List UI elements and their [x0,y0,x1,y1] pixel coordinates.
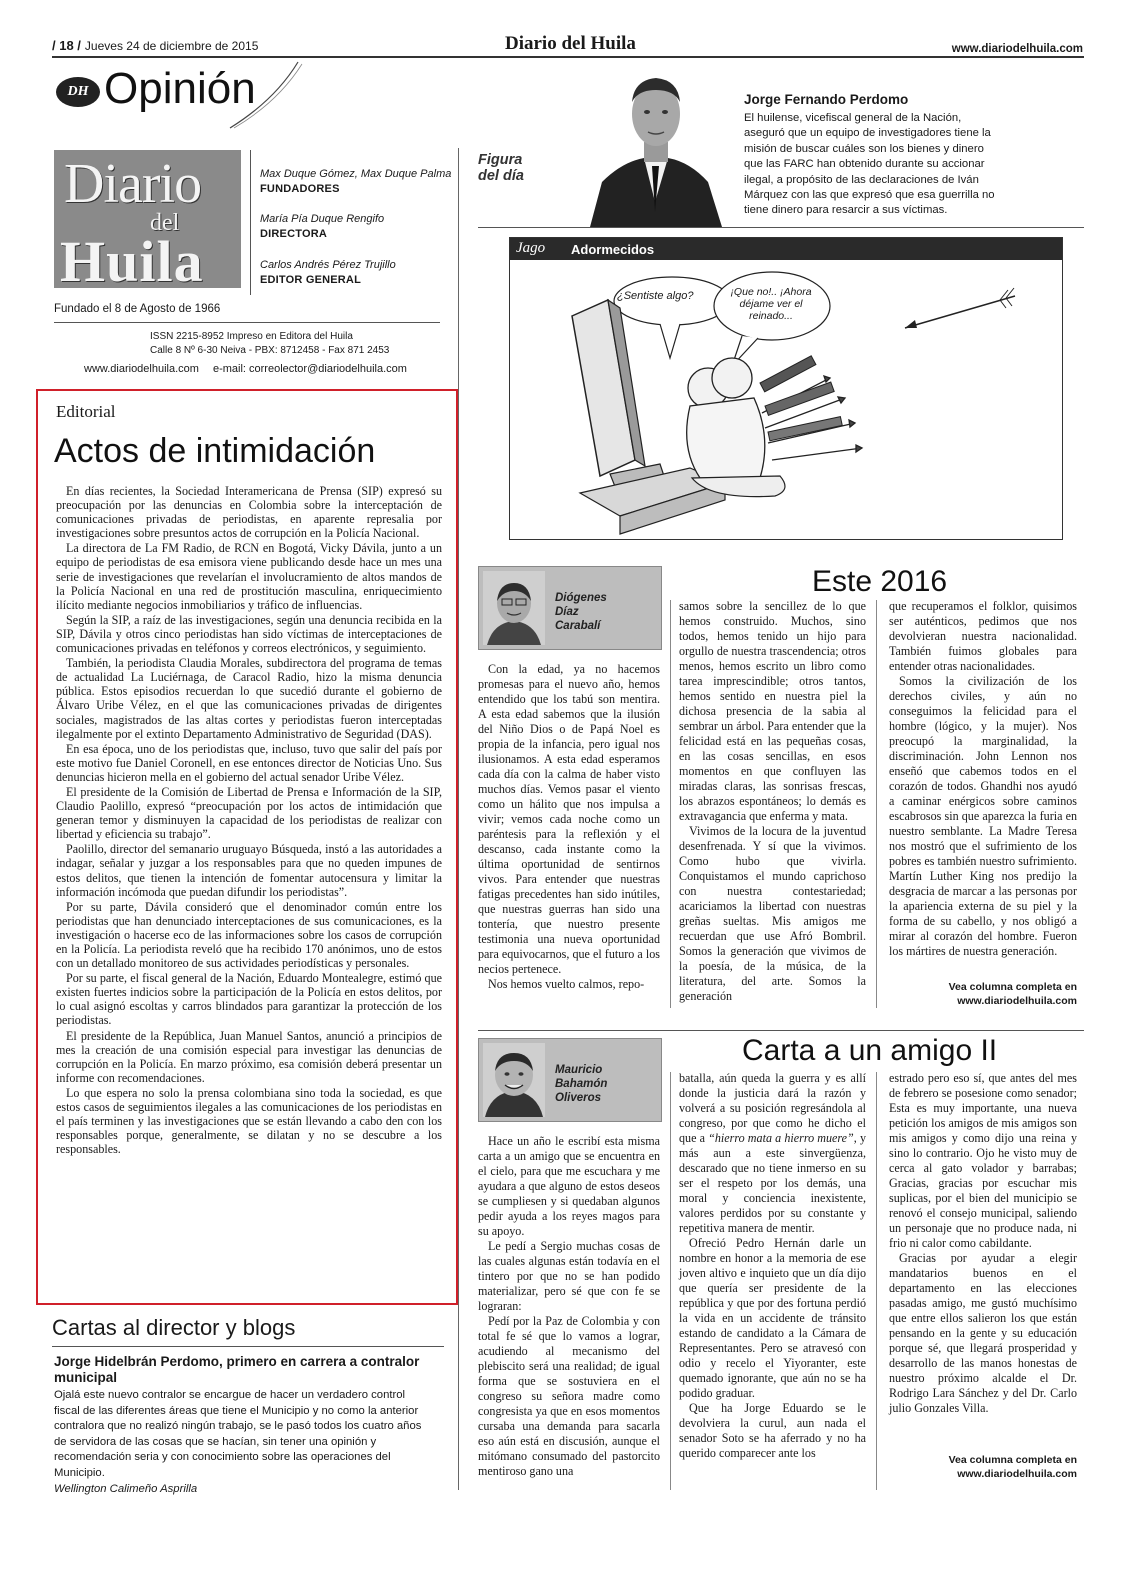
paragraph: Lo que espera no solo la prensa colombiana sino toda la sociedad, es que estos casos de seguimientos ilegales a las comunicaciones de los periodistas en el país terminen y las investigaciones que se están llevando a cabo den con los responsables porque, generalmente, se dilatan y no se descubre a los responsables. [56,1085,442,1157]
paragraph: Por su parte, el fiscal general de la Nación, Eduardo Montealegre, estimó que existen fuertes indicios sobre la participación de la Policía en estos delitos, por lo cual asignó escoltas y carros blindados para garantizar la protección de los periodistas. [56,971,442,1028]
website-link[interactable]: www.diariodelhuila.com [951,43,1083,55]
issn-info: ISSN 2215-8952 Impreso en Editora del Huila Calle 8 Nº 6-30 Neiva - PBX: 8712458 - Fax 871 2453 [150,331,390,356]
section-title: Opinión [104,64,256,113]
letters-section-title: Cartas al director y blogs [52,1315,296,1340]
editorial-label: Editorial [56,402,116,421]
newspaper-name: Diario del Huila [505,33,636,54]
page-number-date [52,38,258,53]
figure-of-day-label: Figura del día [478,152,524,184]
author-box-diogenes [478,566,662,650]
figure-text: El huilense, vicefiscal general de la Nación, aseguró que un equipo de investigadores tiene la misión de buscar cuáles son los bienes y dinero que las FARC han obtenido durante su accionar ilegal, a propósito de las declaraciones de Iván Márquez con las que expresó que esa guerrilla no tiene dinero para resarcir a sus víctimas. [744,112,995,217]
staff-founders: Max Duque Gómez, Max Duque Palma FUNDADORES [260,168,452,195]
figure-portrait-photo [582,62,729,227]
article-title: Este 2016 [812,565,948,598]
masthead-email[interactable]: e-mail: correolector@diariodelhuila.com [212,363,407,375]
figure-rule [478,227,1084,228]
letter-headline: Jorge Hidelbrán Perdomo, primero en carrera a contralor municipal [54,1354,420,1385]
article-column-2: samos sobre la sencillez de lo que hemos construido. Muchos, sino todos, hemos tenido un hijo para orgullo de nuestra trascendencia; otros menos, hemos escrito un libro como tarea imprescindible; otros tantos, hemos sentido en nuestra piel la dichosa presencia de la sabia al sembrar un árbol. Para entender que la felicidad está en las pequeñas cosas, en las cosas sencillas, en esos momentos en que confluyen las miradas claras, las sonrisas frescas, los abrazos espontáneos; lo demás es extravagancia que enferma y mata. Vivimos de la locura de la juventud desenfrenada. Y sí que la vivimos. Como hubo que vivirla. Conquistamos el mundo caprichoso con nuestra contestariedad; acariciamos la libertad con nuestras greñas sueltas. Mis amigos me recuerdan que use Afró Bombril. Somos la generación que vivimos de la poesía, de la música, de la literatura, del arte. Somos la generación [679,599,866,1003]
column-separator [670,600,671,1008]
cartoon-author: Jago [516,240,546,256]
author-name: Mauricio Bahamón Oliveros [555,1064,608,1104]
author-photo [483,1043,545,1117]
founded-date: Fundado el 8 de Agosto de 1966 [54,303,221,315]
paragraph: En esa época, uno de los periodistas que, incluso, tuvo que salir del país por este motivo fue Daniel Coronell, en ese entonces director de Noticias Uno. Sus denuncias hicieron mella en el gobierno del actual senador Uribe Vélez. [56,741,442,784]
column-separator [670,1072,671,1490]
letter-text: Ojalá este nuevo contralor se encargue de hacer un verdadero control fiscal de las diferentes áreas que tiene el Municipio y no como la anterior contralora que no realizó ningún trabajo, se le pasó todos los cuatro años de servidora de las cosas que se hacían, sin tener una opinión y recomendación seria y con conocimiento sobre las operaciones del Municipio. [54,1389,422,1479]
contact-line [84,363,407,375]
paragraph: Por su parte, Dávila consideró que el denominador común entre los periodistas que han denunciado interceptaciones de sus comunicaciones, es la investigación o hacerse eco de las informaciones sobre los casos de corrupción en la Policía. La periodista reveló que ha recibido 170 anónimos, uno de estos con un detallado monitoreo de sus actividades periodísticas y personales. [56,899,442,971]
paragraph: Paolillo, director del semanario uruguayo Búsqueda, instó a las autoridades a indagar, señalar y juzgar a los responsables para que no queden impunes de estos delitos, que tienen la intención de fomentar autocensura y limitar la información incómoda que puedan difundir los periodistas”. [56,842,442,899]
speech-bubble-1: ¿Sentiste algo? [617,290,694,302]
swoosh-decoration-icon [220,60,310,130]
author-box-mauricio [478,1038,662,1122]
author-name: Diógenes Díaz Carabalí [555,592,607,632]
editorial-title: Actos de intimidación [54,432,376,470]
column-divider [458,148,459,1490]
letter-signature: Wellington Calimeño Asprilla [54,1482,198,1495]
header-rule [52,56,1084,58]
article-column-2: batalla, aún queda la guerra y es allí donde la justicia dará la razón y volverá a su posición regresándola al congreso, por que como he dicho el que a “hierro mata a hierro muere”, y más aun a este sinvergüenza, descarado que no tiene inmerso en su ser el respeto por los demás, una moral y conciencia inexistente, valores perdidos por su constante y repetitiva manera de mentir. Ofreció Pedro Hernán darle un nombre en honor a la memoria de ese joven altivo e inquieto que un día dijo que quería ser presidente de la república y que por des fortuna perdió la vida en un accidente de tránsito estando de candidato a la Cámara de Representantes. Pero se atravesó con odio y recelo el Yiyoranter, este quemado ignorante, que aún no se ha podido graduar. Que ha Jorge Eduardo se le devolviera la curul, aun nada el senador Soto se ha aferrado y no ha querido comparecer ante los [679,1071,867,1460]
issue-date: Jueves 24 de diciembre de 2015 [84,39,259,53]
masthead-logo: Diario del Huila [54,150,241,288]
masthead-website[interactable]: www.diariodelhuila.com [84,363,199,375]
column-separator [876,1072,877,1490]
figure-name: Jorge Fernando Perdomo [744,92,909,107]
paragraph: También, la periodista Claudia Morales, subdirectora del programa de temas de actualidad La Luciérnaga, de Caracol Radio, hizo la misma denuncia pública. Estos episodios recuerdan lo que sucedió durante el gobierno de Álvaro Uribe Vélez, en el que las comunicaciones privadas de dirigentes sociales, magistrados de las altas cortes y periodistas fueron interceptadas ilegalmente por el extinto Departamento Administrativo de Seguridad (DAS). [56,656,442,741]
masthead-rule [54,322,440,323]
masthead-divider [250,150,251,295]
editorial-body [56,484,442,1157]
read-more-link[interactable]: Vea columna completa en www.diariodelhuila.com [948,981,1077,1007]
speech-bubble-2: ¡Que no!.. ¡Ahora déjame ver el reinado... [730,286,812,322]
article-column-1: Hace un año le escribí esta misma carta a un amigo que se encuentra en el cielo, para que me escuchara y me ayudara a que alguno de estos deseos se cumpliesen y si quedaban algunos pedir ayuda a los reyes magos para su apoyo. Le pedí a Sergio muchas cosas de las cuales algunas están todavía en el tintero por que no se han podido materializar, pero sé que con fe se lograran: Pedí por la Paz de Colombia y con total fe sé que lo vamos a lograr, acudiendo al mecanismo del plebiscito será una realidad; de igual forma que se sostuviera en el congreso su señora madre como congresista ya que en esos momentos cursaba una demanda para sacarla eso aún está en discusión, aunque el mitómano consumado del pastorcito mentiroso gano una [478,1134,660,1478]
read-more-link[interactable]: Vea columna completa en www.diariodelhuila.com [948,1454,1077,1480]
paragraph: La directora de La FM Radio, de RCN en Bogotá, Vicky Dávila, junto a un equipo de periodistas de esa emisora viene publicando desde hace un mes una serie de investigaciones que revelarían el involucramiento de altos mandos de la Policía Nacional en una red de prostitución masculina, enriquecimiento ilícito mediante negocios inmobiliarios y tráfico de influencias. [56,541,442,612]
column-separator [876,600,877,1008]
paragraph: Según la SIP, a raíz de las investigaciones, según una denuncia recibida en la SIP, Dávila y otros cinco periodistas han sido víctimas de interceptaciones de comunicaciones privadas en teléfonos y correos electrónicos, y seguimiento. [56,612,442,656]
letters-rule [52,1346,444,1347]
article-column-3: estrado pero eso sí, que antes del mes de febrero se posesione como senador; Esta es muy importante, una nueva petición los amigos de mis amigos son mis amigos y como dijo una reina y sino lo contrario. Ojo he visto muy de cerca al gato volador y barrabas; Gracias, gracias por escuchar mis suplicas, por el bien del municipio se renovó el consejo municipal, saliendo un personaje que no produce nada, ni frio ni calor como cabildante. Gracias por ayudar a elegir mandatarios buenos en el departamento en las elecciones pasadas amigo, me gustó muchísimo que entre ellos salieron los que están pensando en la gente y su educación porque sé, que llegará prosperidad y desarrollo de las manos honestas de nuestro próximo alcalde el Dr. Rodrigo Lara Sánchez y del Dr. Carlo julio Gonzales Villa. [889,1071,1077,1415]
cartoon-drawing-icon [510,238,1062,539]
author-photo [483,571,545,645]
editorial-cartoon [509,237,1063,540]
article-title: Carta a un amigo II [742,1034,998,1067]
letter-body [54,1388,430,1497]
paragraph: En días recientes, la Sociedad Interamericana de Prensa (SIP) expresó su preocupación por las denuncias en Colombia sobre la interceptación de comunicaciones privadas de periodistas, en aparente represalia por investigaciones sobre presuntos actos de corrupción en la Policía Nacional. [56,484,442,541]
cartoon-title: Adormecidos [571,242,655,257]
article-column-1: Con la edad, ya no hacemos promesas para el nuevo año, hemos entendido que los tabú son mentira. A esta edad sabemos que la ilusión del Niño Dios o de Papá Noel es propia de la infancia, pero igual nos ilusionamos. A esta edad esperamos cada día con la calma de haber visto muchos días. Vemos pasar el viento como un hálito que nos impulsa a vivir; vemos cada noche como un paréntesis para la reflexión y el descanso, cada instante como la última oportunidad de sentirnos vivos. Para entender que nuestras fatigas precedentes han sido inútiles, que nuestras guerras han sido una tontería, que nuestro presente testimonia una nueva oportunidad para equivocarnos, que el futuro a los necios pertenece. Nos hemos vuelto calmos, repo- [478,662,660,991]
article-divider [478,1030,1084,1031]
staff-director: María Pía Duque Rengifo DIRECTORA [260,213,385,240]
page-number: / 18 / [52,38,81,53]
dh-logo-icon: DH [56,77,100,107]
article-column-3: que recuperamos el folklor, quisimos ser auténticos, pedimos que nos devolvieran nuestra nacionalidad. También fuimos globales para entender otras nacionalidades. Somos la civilización de los derechos civiles, y aún no conseguimos la felicidad para el hombre (lógico, y la mujer). Nos preocupó la marginalidad, la discriminación. John Lennon nos enseñó que cabemos todos en el corazón de todos. Ghandhi nos ayudó a caminar enérgicos sobre caminos escabrosos sin que aparezca la furia en nuestro semblante. La Madre Teresa nos mostró que el sufrimiento de los pobres es también nuestro sufrimiento. Martín Luther King nos predijo la desgracia de marcar a las personas por la apariencia externa de su piel y la forma de su cabello, y nos obligó a mirar al corazón del hombre. Fueron los mártires de nuestra generación. [889,599,1077,958]
staff-editor: Carlos Andrés Pérez Trujillo EDITOR GENERAL [260,259,396,286]
paragraph: El presidente de la Comisión de Libertad de Prensa e Información de la SIP, Claudio Paolillo, expresó “preocupación por los actos de intimidación que generan temor y disminuyen la capacidad de los periodistas de realizar con libertad y eficiencia su trabajo”. [56,784,442,842]
paragraph: El presidente de la República, Juan Manuel Santos, anunció a principios de mes la creación de una comisión especial para investigar las denuncias de corrupción en la Policía. En marzo próximo, esa comisión deberá presentar un informe con recomendaciones. [56,1028,442,1085]
